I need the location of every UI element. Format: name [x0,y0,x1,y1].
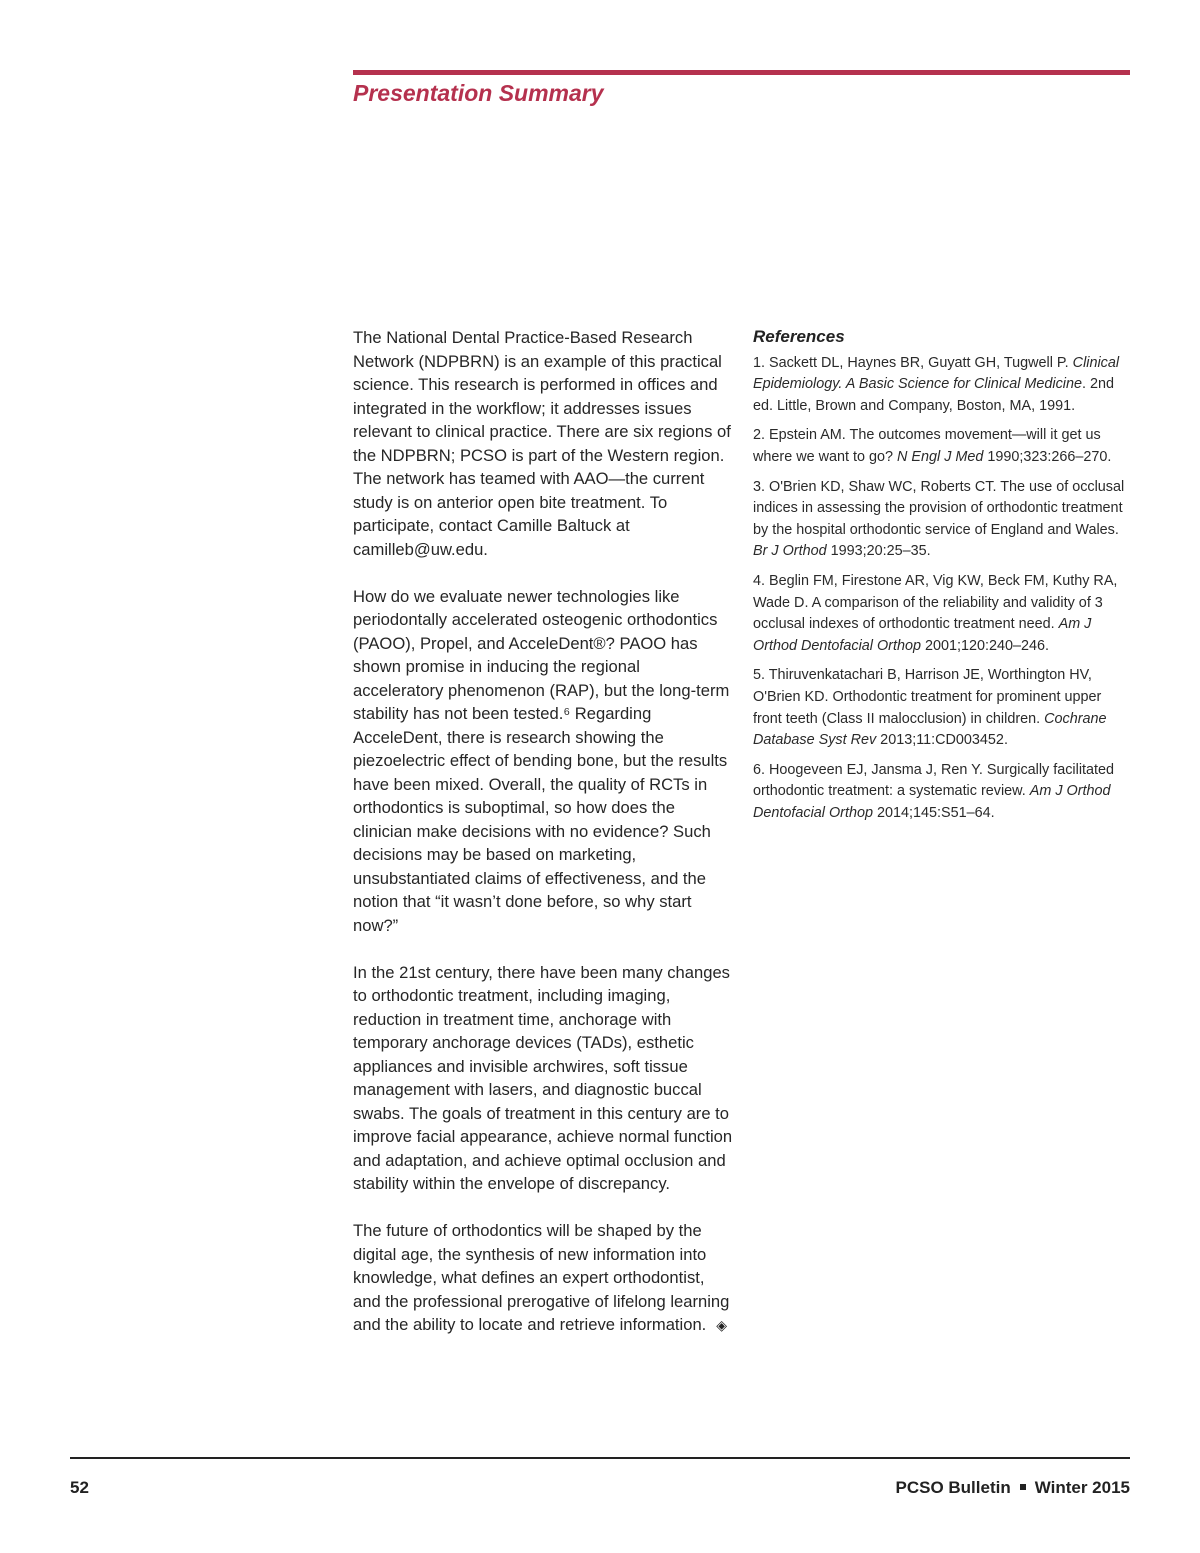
main-column [353,326,733,1361]
reference-item: 6. Hoogeveen EJ, Jansma J, Ren Y. Surgically facilitated orthodontic treatment: a systematic review. Am J Orthod Dentofacial Orthop 2014;145:S51–64. [753,761,1115,821]
body-paragraph: In the 21st century, there have been many changes to orthodontic treatment, including imaging, reduction in treatment time, anchorage with temporary anchorage devices (TADs), esthetic appliances and invisible archwires, soft tissue management with lasers, and diagnostic buccal swabs. The goals of treatment in this century are to improve facial appearance, achieve normal function and adaptation, and achieve optimal occlusion and stability within the envelope of discrepancy. [353,962,733,1193]
publication-name: PCSO Bulletin [895,1478,1011,1497]
section-title: Presentation Summary [353,80,604,106]
separator-icon [1020,1484,1026,1490]
reference-item: 5. Thiruvenkatachari B, Harrison JE, Worthington HV, O'Brien KD. Orthodontic treatment for prominent upper front teeth (Class II malocclusion) in children. Cochrane Database Syst Rev 2013;11:CD003452. [753,667,1107,749]
running-footer [895,1478,1130,1498]
references-heading: References [753,327,845,346]
reference-item: 2. Epstein AM. The outcomes movement—will it get us where we want to go? N Engl J Med 1990;323:266–270. [753,427,1112,465]
top-rule [353,70,1130,75]
footer-rule [70,1457,1130,1459]
references-column [753,326,1133,832]
issue-label: Winter 2015 [1034,1478,1130,1497]
body-paragraph-final [353,1219,733,1338]
reference-item: 1. Sackett DL, Haynes BR, Guyatt GH, Tugwell P. Clinical Epidemiology. A Basic Science for Clinical Medicine. 2nd ed. Little, Brown and Company, Boston, MA, 1991. [753,354,1120,414]
body-paragraph-text: The future of orthodontics will be shaped by the digital age, the synthesis of new information into knowledge, what defines an expert orthodontist, and the professional prerogative of lifelong learning and the ability to locate and retrieve information. [353,1221,730,1334]
reference-item: 3. O'Brien KD, Shaw WC, Roberts CT. The use of occlusal indices in assessing the provision of orthodontic treatment by the hospital orthodontic service of England and Wales. Br J Orthod 1993;20:25–35. [753,478,1125,560]
body-paragraph: The National Dental Practice-Based Research Network (NDPBRN) is an example of this practical science. This research is performed in offices and integrated in the workflow; it addresses issues relevant to clinical practice. There are six regions of the NDPBRN; PCSO is part of the Western region. The network has teamed with AAO—the current study is on anterior open bite treatment. To participate, contact Camille Baltuck at camilleb@uw.edu. [353,328,731,559]
end-of-article-icon: ◈ [716,1317,728,1333]
page-number: 52 [70,1478,89,1497]
reference-item: 4. Beglin FM, Firestone AR, Vig KW, Beck FM, Kuthy RA, Wade D. A comparison of the reliability and validity of 3 occlusal indexes of orthodontic treatment need. Am J Orthod Dentofacial Orthop 2001;120:240–246. [753,572,1118,654]
body-paragraph: How do we evaluate newer technologies like periodontally accelerated osteogenic orthodontics (PAOO), Propel, and AcceleDent®? PAOO has shown promise in inducing the regional acceleratory phenomenon (RAP), but the long-term stability has not been tested.⁶ Regarding AcceleDent, there is research showing the piezoelectric effect of bending bone, but the results have been mixed. Overall, the quality of RCTs in orthodontics is suboptimal, so how does the clinician make decisions with no evidence? Such decisions may be based on marketing, unsubstantiated claims of effectiveness, and the notion that “it wasn’t done before, so why start now?” [353,586,730,935]
